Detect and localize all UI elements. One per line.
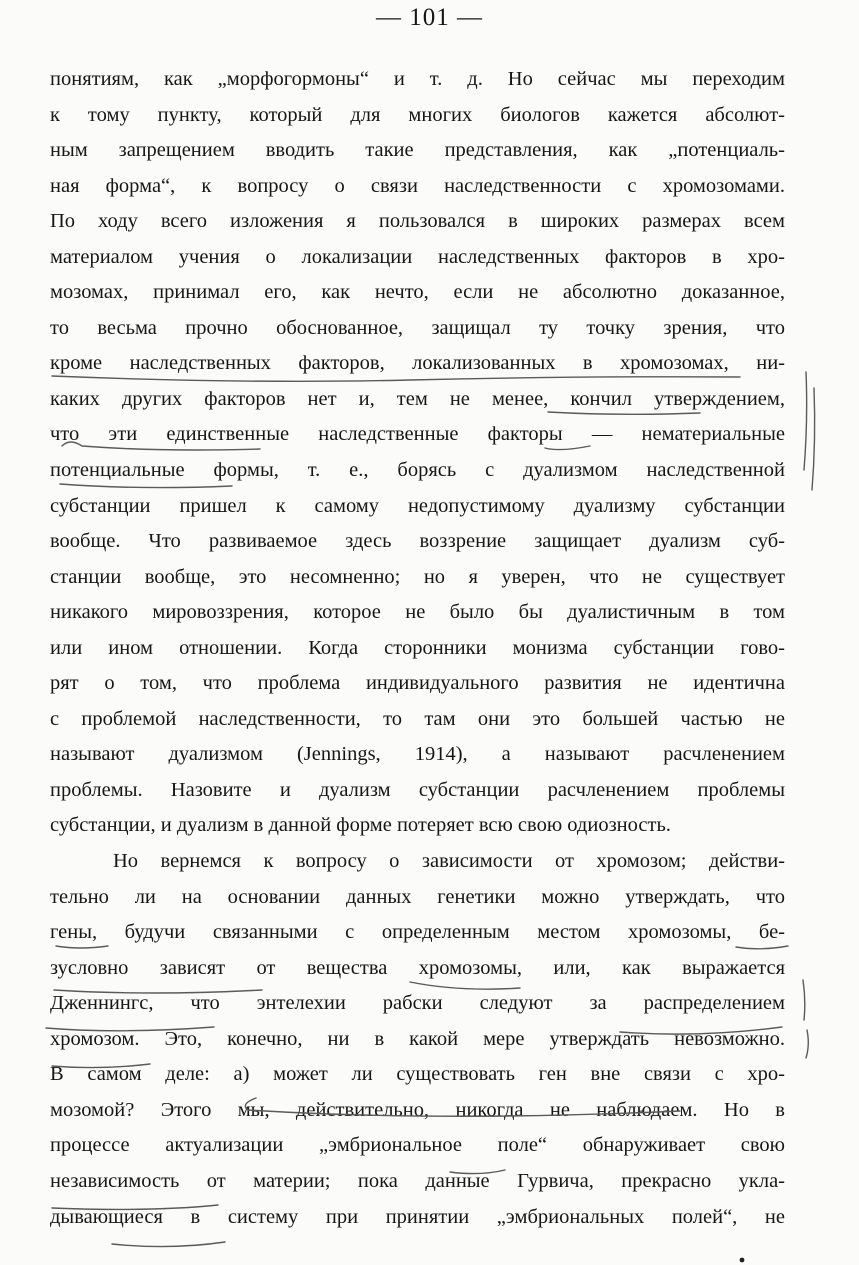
text-line: проблемы. Назовите и дуализм субстанции расчленением проблемы bbox=[50, 778, 785, 801]
text-line: дывающиеся в систему при принятии „эмбриональных полей“, не bbox=[50, 1205, 785, 1228]
text-line: независимость от материи; пока данные Гурвича, прекрасно укла- bbox=[50, 1169, 785, 1192]
text-line: материалом учения о локализации наследственных факторов в хро- bbox=[50, 245, 785, 268]
text-line: мозомах, принимал его, как нечто, если не абсолютно доказанное, bbox=[50, 281, 785, 304]
text-line: Но вернемся к вопросу о зависимости от хромозом; действи- bbox=[113, 850, 785, 873]
text-line: что эти единственные наследственные факторы — нематериальные bbox=[50, 423, 785, 446]
margin-bar bbox=[803, 980, 805, 1020]
text-line: зусловно зависят от вещества хромозомы, или, как выражается bbox=[50, 956, 785, 979]
text-line: ная форма“, к вопросу о связи наследственности с хромозомами. bbox=[50, 174, 785, 197]
text-line: станции вообще, это несомненно; но я уверен, что не существует bbox=[50, 565, 785, 588]
text-line: мозомой? Этого мы, действительно, никогда не наблюдаем. Но в bbox=[50, 1098, 785, 1121]
text-line: гены, будучи связанными с определенным местом хромозомы, бе- bbox=[50, 921, 785, 944]
ink-dot bbox=[740, 1258, 745, 1263]
margin-bar bbox=[804, 372, 807, 470]
text-line: каких других факторов нет и, тем не менее, кончил утверждением, bbox=[50, 387, 785, 410]
text-line: вообще. Что развиваемое здесь воззрение защищает дуализм суб- bbox=[50, 530, 785, 553]
text-line: с проблемой наследственности, то там они это большей частью не bbox=[50, 707, 785, 730]
body-text bbox=[50, 62, 785, 1235]
text-line: субстанции пришел к самому недопустимому дуализму субстанции bbox=[50, 494, 785, 517]
text-line: понятиям, как „морфогормоны“ и т. д. Но сейчас мы переходим bbox=[50, 68, 785, 90]
page-number: — 101 — bbox=[376, 4, 483, 31]
text-line: или ином отношении. Когда сторонники монизма субстанции гово- bbox=[50, 636, 785, 659]
text-line: В самом деле: а) может ли существовать ген вне связи с хро- bbox=[50, 1063, 785, 1086]
text-line: Дженнингс, что энтелехии рабски следуют за распределением bbox=[50, 992, 785, 1015]
text-line: По ходу всего изложения я пользовался в широких размерах всем bbox=[50, 210, 785, 233]
text-line: то весьма прочно обоснованное, защищал ту точку зрения, что bbox=[50, 316, 785, 339]
text-line: к тому пункту, который для многих биологов кажется абсолют- bbox=[50, 103, 785, 126]
text-line: называют дуализмом (Jennings, 1914), а называют расчленением bbox=[50, 743, 785, 766]
text-line: рят о том, что проблема индивидуального развития не идентична bbox=[50, 672, 785, 695]
text-line: хромозом. Это, конечно, ни в какой мере утверждать невозможно. bbox=[50, 1027, 785, 1050]
text-line: процессе актуализации „эмбриональное поле“ обнаруживает свою bbox=[50, 1134, 785, 1157]
margin-bar bbox=[806, 1030, 808, 1058]
underline bbox=[112, 1242, 225, 1247]
text-line: субстанции, и дуализм в данной форме потеряет всю свою одиозность. bbox=[50, 814, 671, 837]
text-line: ным запрещением вводить такие представления, как „потенциаль- bbox=[50, 139, 785, 162]
text-line: никакого мировоззрения, которое не было бы дуалистичным в том bbox=[50, 601, 785, 624]
text-line: потенциальные формы, т. е., борясь с дуализмом наследственной bbox=[50, 459, 785, 482]
text-line: кроме наследственных факторов, локализованных в хромозомах, ни- bbox=[50, 352, 785, 375]
text-line: тельно ли на основании данных генетики можно утверждать, что bbox=[50, 885, 785, 908]
margin-bar bbox=[812, 388, 815, 490]
